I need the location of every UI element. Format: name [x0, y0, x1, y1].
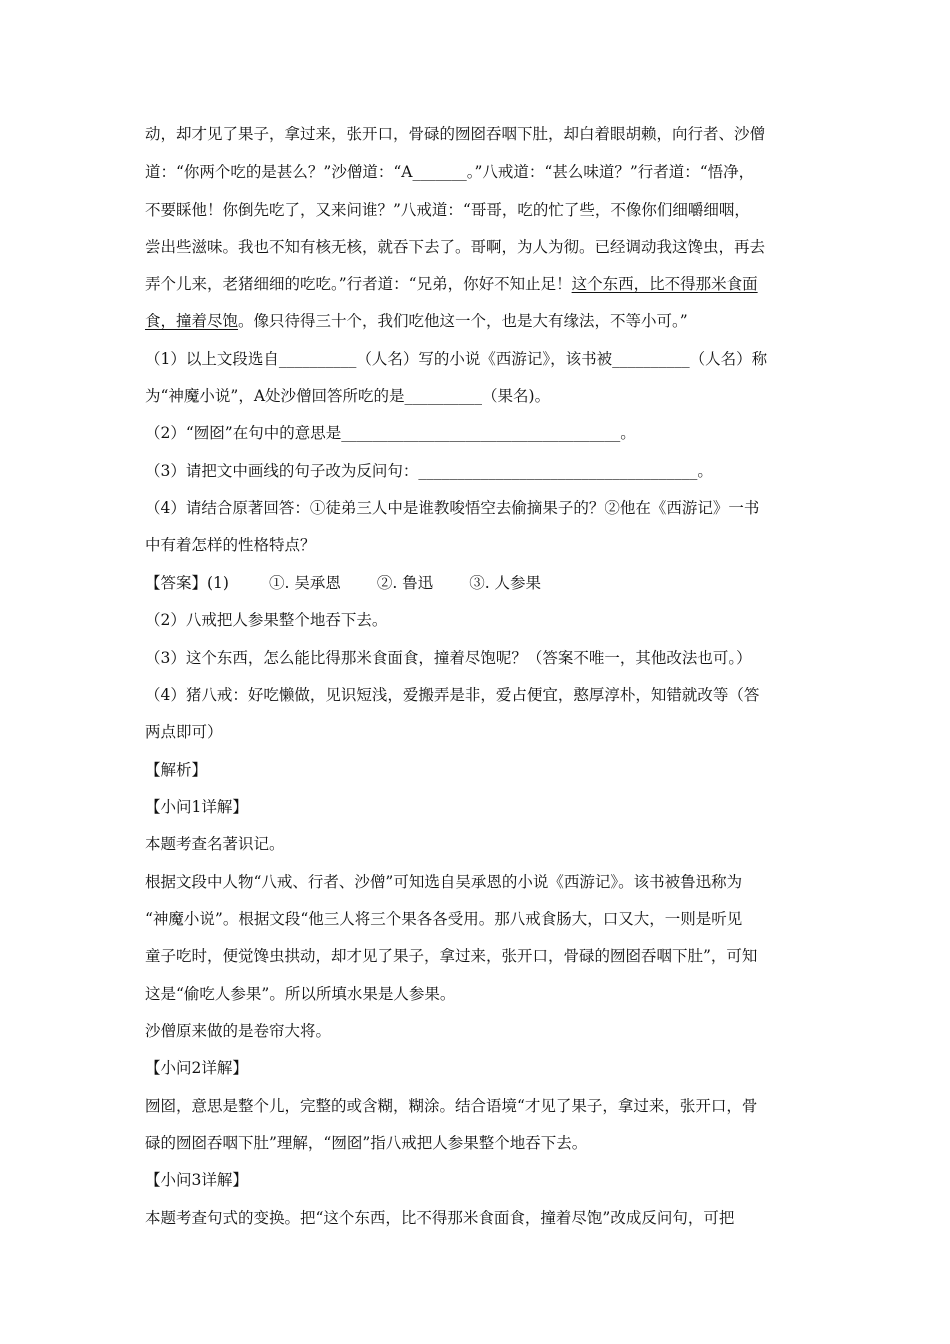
analysis-line: 沙僧原来做的是卷帘大将。 — [145, 1022, 332, 1040]
question-4-cont: 中有着怎样的性格特点？ — [145, 536, 316, 554]
analysis-line: 根据文段中人物“八戒、行者、沙僧”可知选自吴承恩的小说《西游记》。该书被鲁迅称为 — [145, 873, 743, 891]
passage-text: 弄个儿来，老猪细细的吃吃。”行者道：“兄弟，你好不知止足！ — [145, 275, 572, 293]
question-1-cont: 为“神魔小说”，A处沙僧回答所吃的是__________（果名)。 — [145, 387, 551, 405]
answer-label: 【答案】(1) — [145, 574, 229, 592]
answer-item: ②. 鲁迅 — [376, 574, 434, 592]
analysis-line: 本题考查名著识记。 — [145, 835, 285, 853]
answer-line: （3）这个东西，怎么能比得那米食面食，撞着尽饱呢？（答案不唯一，其他改法也可。） — [145, 649, 752, 667]
question-4: （4）请结合原著回答：①徒弟三人中是谁教唆悟空去偷摘果子的？②他在《西游记》一书 — [145, 499, 760, 517]
passage-line: 尝出些滋味。我也不知有核无核，就吞下去了。哥啊，为人为彻。已经调动我这馋虫，再去 — [145, 238, 766, 256]
question-3: （3）请把文中画线的句子改为反问句：____________________________________。 — [145, 462, 713, 480]
passage-line — [145, 311, 810, 333]
answer-line: 两点即可） — [145, 723, 223, 741]
subquestion-heading: 【小问3详解】 — [145, 1171, 248, 1189]
answer-item: ③. 人参果 — [469, 574, 542, 592]
passage-line — [145, 274, 810, 296]
analysis-heading: 【解析】 — [145, 761, 208, 779]
passage-line: 不要睬他！你倒先吃了，又来问谁？”八戒道：“哥哥，吃的忙了些，不像你们细嚼细咽， — [145, 201, 750, 219]
analysis-line: 碌的囫囵吞咽下肚”理解，“囫囵”指八戒把人参果整个地吞下去。 — [145, 1134, 588, 1152]
passage-line: 动，却才见了果子，拿过来，张开口，骨碌的囫囵吞咽下肚，却白着眼胡赖，向行者、沙僧 — [145, 125, 766, 143]
subquestion-heading: 【小问2详解】 — [145, 1059, 248, 1077]
answer-line-1 — [145, 573, 810, 595]
analysis-line: 本题考查句式的变换。把“这个东西，比不得那米食面食，撞着尽饱”改成反问句，可把 — [145, 1209, 735, 1227]
passage-line: 道：“你两个吃的是甚么？”沙僧道：“A_______。”八戒道：“甚么味道？”行者道：“悟净， — [145, 163, 755, 181]
question-2: （2）“囫囵”在句中的意思是____________________________________。 — [145, 424, 636, 442]
answer-line: （2）八戒把人参果整个地吞下去。 — [145, 611, 388, 629]
passage-text: 。像只待得三十个，我们吃他这一个，也是大有缘法，不等小可。” — [238, 312, 688, 330]
subquestion-heading: 【小问1详解】 — [145, 798, 248, 816]
analysis-line: 童子吃时，便觉馋虫拱动，却才见了果子，拿过来，张开口，骨碌的囫囵吞咽下肚”，可知 — [145, 947, 758, 965]
underlined-sentence: 食，撞着尽饱 — [145, 312, 239, 330]
question-1: （1）以上文段选自__________（人名）写的小说《西游记》，该书被__________（人名）称 — [145, 350, 768, 368]
answer-line: （4）猪八戒：好吃懒做，见识短浅，爱搬弄是非，爱占便宜，憨厚淳朴，知错就改等（答 — [145, 686, 760, 704]
analysis-line: “神魔小说”。根据文段“他三人将三个果各各受用。那八戒食肠大，口又大，一则是听见 — [145, 910, 743, 928]
analysis-line: 囫囵，意思是整个儿，完整的或含糊，糊涂。结合语境“才见了果子，拿过来，张开口，骨 — [145, 1097, 758, 1115]
answer-item: ①. 吴承恩 — [268, 574, 341, 592]
underlined-sentence: 这个东西，比不得那米食面 — [571, 275, 758, 293]
analysis-line: 这是“偷吃人参果”。所以所填水果是人参果。 — [145, 985, 456, 1003]
